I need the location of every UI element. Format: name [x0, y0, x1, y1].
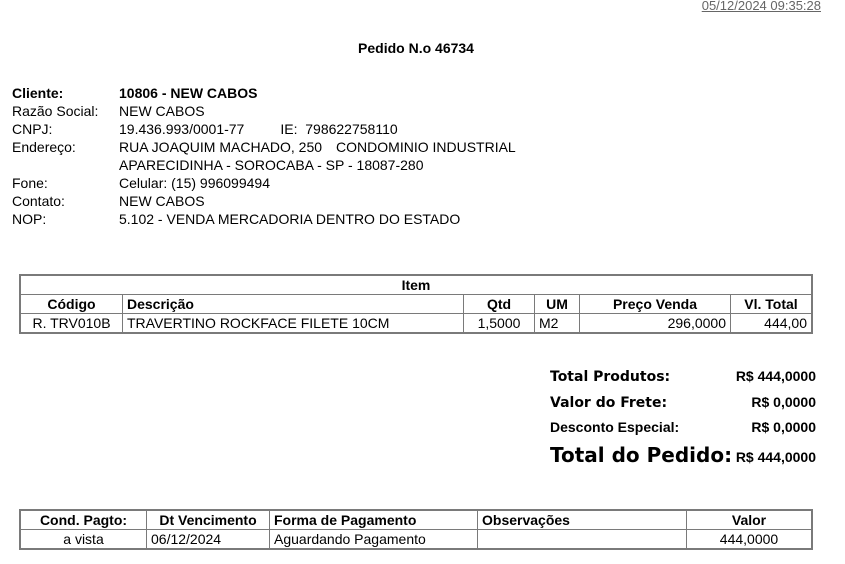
table-row — [20, 530, 812, 550]
endereco-line1: RUA JOAQUIM MACHADO, 250 — [119, 139, 323, 155]
valor-frete-row — [550, 394, 816, 419]
contato-label: Contato: — [12, 193, 65, 209]
cell-cond-pagto: a vista — [20, 530, 147, 550]
payment-table — [19, 509, 813, 550]
razao-social-row — [12, 102, 516, 120]
payment-header-row — [20, 510, 812, 530]
col-preco-venda: Preço Venda — [580, 295, 731, 314]
endereco-label: Endereço: — [12, 139, 76, 155]
nop-value: 5.102 - VENDA MERCADORIA DENTRO DO ESTADO — [119, 211, 461, 227]
cell-dt-vencimento: 06/12/2024 — [147, 530, 270, 550]
col-observacoes: Observações — [478, 510, 687, 530]
items-header-row — [20, 295, 812, 314]
cell-preco-venda: 296,0000 — [580, 314, 731, 334]
col-codigo: Código — [20, 295, 123, 314]
print-timestamp[interactable]: 05/12/2024 09:35:28 — [701, 0, 821, 13]
total-produtos-row — [550, 368, 816, 394]
totals-block — [550, 368, 816, 467]
nop-row — [12, 210, 516, 228]
col-vl-total: Vl. Total — [731, 295, 813, 314]
col-cond-pagto: Cond. Pagto: — [20, 510, 147, 530]
endereco-row-2 — [12, 156, 516, 174]
total-produtos-value: R$ 444,0000 — [735, 368, 816, 384]
desconto-especial-value: R$ 0,0000 — [751, 419, 816, 435]
col-um: UM — [535, 295, 580, 314]
fone-value: Celular: (15) 996099494 — [119, 175, 270, 191]
table-row — [20, 314, 812, 334]
cell-observacoes — [478, 530, 687, 550]
col-forma-pagamento: Forma de Pagamento — [270, 510, 478, 530]
valor-frete-value: R$ 0,0000 — [751, 394, 816, 410]
cnpj-value: 19.436.993/0001-77 — [119, 121, 245, 137]
valor-frete-label: Valor do Frete: — [550, 395, 668, 411]
cell-codigo: R. TRV010B — [20, 314, 123, 334]
cnpj-label: CNPJ: — [12, 121, 53, 137]
cell-vl-total: 444,00 — [731, 314, 813, 334]
fone-label: Fone: — [12, 175, 48, 191]
total-pedido-label: Total do Pedido: — [550, 443, 733, 467]
client-info — [12, 84, 516, 228]
total-pedido-row — [550, 443, 816, 467]
ie-value: 798622758110 — [305, 121, 398, 137]
desconto-especial-row — [550, 419, 816, 443]
items-table — [19, 274, 813, 334]
contato-row — [12, 192, 516, 210]
total-pedido-value: R$ 444,0000 — [735, 449, 816, 465]
cell-valor: 444,0000 — [687, 530, 813, 550]
client-row — [12, 84, 516, 102]
ie-label: IE: — [280, 121, 298, 137]
col-descricao: Descrição — [123, 295, 464, 314]
col-qtd: Qtd — [464, 295, 535, 314]
endereco-row — [12, 138, 516, 156]
total-produtos-label: Total Produtos: — [550, 369, 671, 385]
cell-um: M2 — [535, 314, 580, 334]
cell-qtd: 1,5000 — [464, 314, 535, 334]
cell-descricao: TRAVERTINO ROCKFACE FILETE 10CM — [123, 314, 464, 334]
endereco-line2: APARECIDINHA - SOROCABA - SP - 18087-280 — [119, 157, 424, 173]
cell-forma-pagamento: Aguardando Pagamento — [270, 530, 478, 550]
client-value: 10806 - NEW CABOS — [119, 85, 258, 101]
col-valor: Valor — [687, 510, 813, 530]
endereco-complement: CONDOMINIO INDUSTRIAL — [336, 139, 516, 155]
items-group-header-row — [20, 275, 812, 295]
razao-social-value: NEW CABOS — [119, 103, 205, 119]
fone-row — [12, 174, 516, 192]
order-title: Pedido N.o 46734 — [358, 40, 474, 56]
contato-value: NEW CABOS — [119, 193, 205, 209]
desconto-especial-label: Desconto Especial: — [550, 419, 680, 435]
razao-social-label: Razão Social: — [12, 103, 99, 119]
cnpj-row — [12, 120, 516, 138]
items-group-header: Item — [20, 275, 812, 295]
client-label: Cliente: — [12, 85, 64, 101]
col-dt-vencimento: Dt Vencimento — [147, 510, 270, 530]
nop-label: NOP: — [12, 211, 47, 227]
